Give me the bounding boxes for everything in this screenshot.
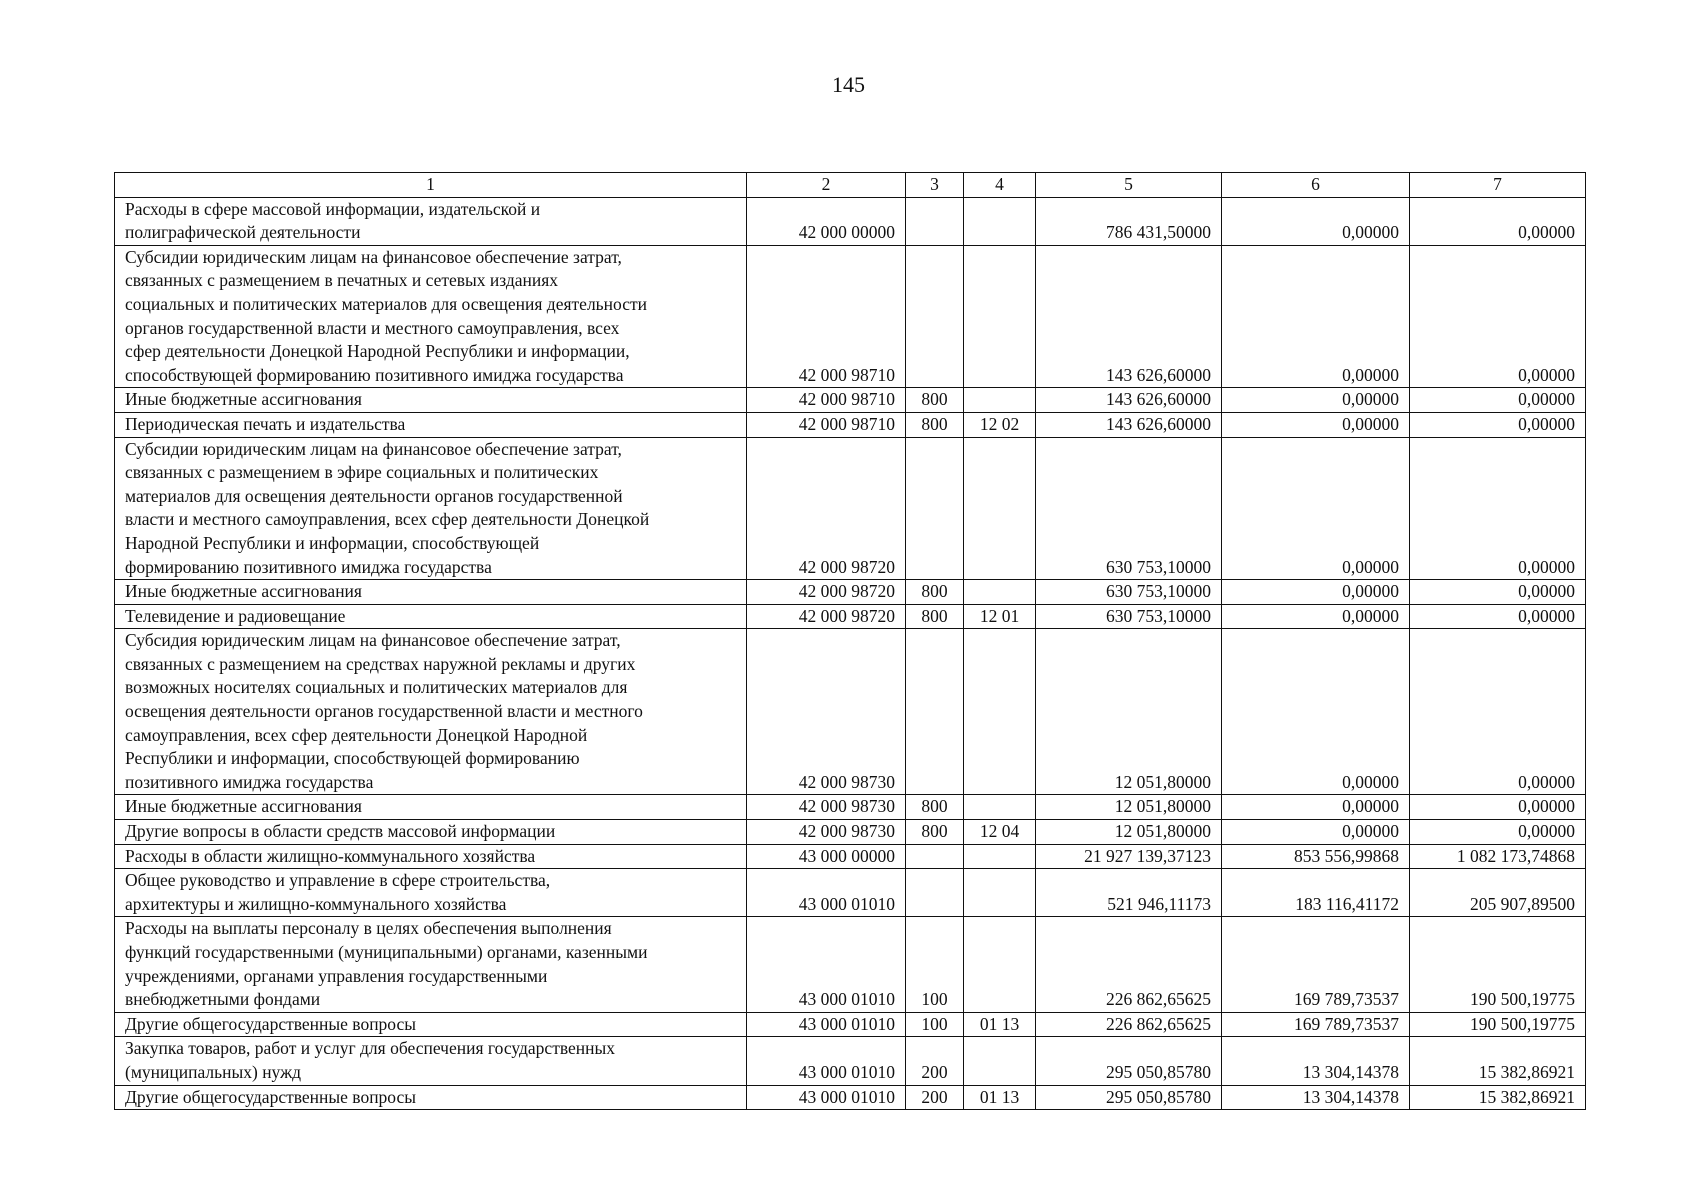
amount-col7: 205 907,89500 [1410,869,1586,917]
amount-col6: 0,00000 [1222,629,1410,795]
amount-col7: 0,00000 [1410,820,1586,845]
row-description [115,245,747,388]
amount-col6: 0,00000 [1222,795,1410,820]
expense-type-code: 200 [906,1037,964,1085]
column-header: 2 [747,173,906,198]
table-row [115,580,1586,605]
table-row [115,437,1586,580]
budget-classification-code: 42 000 98730 [747,629,906,795]
amount-col6: 13 304,14378 [1222,1085,1410,1110]
section-subsection-code: 12 04 [964,820,1036,845]
amount-col7: 0,00000 [1410,245,1586,388]
column-header: 1 [115,173,747,198]
section-subsection-code [964,197,1036,245]
description-line: Телевидение и радиовещание [125,605,346,626]
table-row [115,869,1586,917]
table-row [115,820,1586,845]
amount-col7: 0,00000 [1410,197,1586,245]
amount-col6: 169 789,73537 [1222,917,1410,1012]
section-subsection-code [964,795,1036,820]
description-line: Расходы в области жилищно-коммунального хозяйства [125,845,536,866]
description-line: Иные бюджетные ассигнования [125,389,362,410]
description-line: сфер деятельности Донецкой Народной Республики и информации, [125,341,630,362]
row-description [115,604,747,629]
budget-classification-code: 42 000 98730 [747,795,906,820]
description-line: учреждениями, органами управления государственными [125,965,548,986]
description-line: функций государственными (муниципальными) органами, казенными [125,942,648,962]
amount-col5: 521 946,11173 [1036,869,1222,917]
expense-type-code [906,245,964,388]
expense-type-code [906,197,964,245]
amount-col6: 0,00000 [1222,388,1410,413]
description-line: (муниципальных) нужд [125,1061,302,1082]
amount-col5: 143 626,60000 [1036,412,1222,437]
amount-col6: 0,00000 [1222,437,1410,580]
amount-col6: 183 116,41172 [1222,869,1410,917]
amount-col7: 0,00000 [1410,388,1586,413]
description-line: самоуправления, всех сфер деятельности Донецкой Народной [125,724,588,745]
description-line: формированию позитивного имиджа государства [125,556,492,577]
section-subsection-code [964,437,1036,580]
section-subsection-code: 01 13 [964,1012,1036,1037]
table-header-row [115,173,1586,198]
description-line: связанных с размещением в эфире социальных и политических [125,462,599,483]
section-subsection-code [964,629,1036,795]
description-line: полиграфической деятельности [125,222,361,243]
amount-col5: 143 626,60000 [1036,388,1222,413]
expense-type-code: 800 [906,580,964,605]
amount-col6: 13 304,14378 [1222,1037,1410,1085]
budget-table [114,172,1586,1110]
budget-classification-code: 42 000 00000 [747,197,906,245]
budget-classification-code: 43 000 01010 [747,1085,906,1110]
row-description [115,437,747,580]
amount-col6: 0,00000 [1222,245,1410,388]
amount-col5: 295 050,85780 [1036,1085,1222,1110]
section-subsection-code [964,1037,1036,1085]
table-row [115,795,1586,820]
column-header: 3 [906,173,964,198]
section-subsection-code: 12 01 [964,604,1036,629]
expense-type-code [906,437,964,580]
amount-col5: 786 431,50000 [1036,197,1222,245]
table-row [115,1085,1586,1110]
section-subsection-code [964,388,1036,413]
expense-type-code [906,869,964,917]
budget-classification-code: 43 000 01010 [747,869,906,917]
row-description [115,580,747,605]
table-row [115,1037,1586,1085]
expense-type-code: 800 [906,795,964,820]
column-header: 5 [1036,173,1222,198]
description-line: Периодическая печать и издательства [125,413,406,434]
description-line: возможных носителях социальных и политических материалов для [125,677,628,698]
row-description [115,1037,747,1085]
row-description [115,629,747,795]
description-line: Народной Республики и информации, способствующей [125,532,540,553]
amount-col5: 630 753,10000 [1036,604,1222,629]
budget-classification-code: 42 000 98710 [747,388,906,413]
description-line: Иные бюджетные ассигнования [125,796,362,817]
table-row [115,844,1586,869]
column-header: 7 [1410,173,1586,198]
amount-col5: 226 862,65625 [1036,917,1222,1012]
budget-classification-code: 43 000 01010 [747,1037,906,1085]
row-description [115,820,747,845]
table-row [115,197,1586,245]
row-description [115,197,747,245]
expense-type-code: 100 [906,1012,964,1037]
amount-col7: 0,00000 [1410,604,1586,629]
budget-classification-code: 42 000 98710 [747,245,906,388]
description-line: Республики и информации, способствующей формированию [125,748,580,769]
description-line: Субсидия юридическим лицам на финансовое обеспечение затрат, [125,630,621,651]
section-subsection-code [964,245,1036,388]
section-subsection-code: 12 02 [964,412,1036,437]
page-number: 145 [832,72,865,97]
description-line: власти и местного самоуправления, всех сфер деятельности Донецкой [125,509,650,530]
table-row [115,1012,1586,1037]
description-line: архитектуры и жилищно-коммунального хозяйства [125,893,507,914]
amount-col5: 630 753,10000 [1036,580,1222,605]
section-subsection-code [964,844,1036,869]
amount-col7: 0,00000 [1410,412,1586,437]
row-description [115,917,747,1012]
column-header: 4 [964,173,1036,198]
amount-col6: 0,00000 [1222,604,1410,629]
amount-col6: 853 556,99868 [1222,844,1410,869]
expense-type-code: 800 [906,388,964,413]
budget-classification-code: 42 000 98730 [747,820,906,845]
row-description [115,1012,747,1037]
description-line: материалов для освещения деятельности органов государственной [125,485,623,506]
row-description [115,412,747,437]
section-subsection-code [964,580,1036,605]
row-description [115,844,747,869]
amount-col7: 0,00000 [1410,437,1586,580]
amount-col7: 0,00000 [1410,795,1586,820]
amount-col5: 630 753,10000 [1036,437,1222,580]
amount-col5: 226 862,65625 [1036,1012,1222,1037]
amount-col7: 0,00000 [1410,580,1586,605]
description-line: Закупка товаров, работ и услуг для обеспечения государственных [125,1038,616,1059]
description-line: связанных с размещением на средствах наружной рекламы и других [125,653,636,674]
amount-col6: 0,00000 [1222,197,1410,245]
table-row [115,245,1586,388]
amount-col6: 0,00000 [1222,580,1410,605]
amount-col5: 21 927 139,37123 [1036,844,1222,869]
section-subsection-code [964,917,1036,1012]
budget-classification-code: 43 000 01010 [747,917,906,1012]
amount-col7: 190 500,19775 [1410,917,1586,1012]
row-description [115,388,747,413]
description-line: Другие вопросы в области средств массовой информации [125,821,556,842]
description-line: внебюджетными фондами [125,989,321,1010]
row-description [115,795,747,820]
budget-classification-code: 42 000 98710 [747,412,906,437]
budget-classification-code: 42 000 98720 [747,604,906,629]
expense-type-code: 800 [906,412,964,437]
budget-classification-code: 42 000 98720 [747,580,906,605]
expense-type-code: 800 [906,820,964,845]
description-line: позитивного имиджа государства [125,771,374,792]
amount-col5: 12 051,80000 [1036,795,1222,820]
section-subsection-code [964,869,1036,917]
amount-col6: 0,00000 [1222,820,1410,845]
amount-col7: 15 382,86921 [1410,1037,1586,1085]
amount-col6: 0,00000 [1222,412,1410,437]
description-line: Общее руководство и управление в сфере строительства, [125,870,551,891]
budget-classification-code: 43 000 01010 [747,1012,906,1037]
description-line: Субсидии юридическим лицам на финансовое обеспечение затрат, [125,246,622,267]
amount-col7: 1 082 173,74868 [1410,844,1586,869]
amount-col5: 143 626,60000 [1036,245,1222,388]
row-description [115,1085,747,1110]
amount-col7: 0,00000 [1410,629,1586,795]
table-row [115,917,1586,1012]
description-line: Другие общегосударственные вопросы [125,1013,417,1034]
amount-col5: 12 051,80000 [1036,820,1222,845]
expense-type-code [906,629,964,795]
amount-col5: 295 050,85780 [1036,1037,1222,1085]
description-line: Субсидии юридическим лицам на финансовое обеспечение затрат, [125,438,622,459]
expense-type-code: 200 [906,1085,964,1110]
expense-type-code: 800 [906,604,964,629]
section-subsection-code: 01 13 [964,1085,1036,1110]
expense-type-code [906,844,964,869]
amount-col7: 15 382,86921 [1410,1085,1586,1110]
budget-classification-code: 42 000 98720 [747,437,906,580]
amount-col7: 190 500,19775 [1410,1012,1586,1037]
column-header: 6 [1222,173,1410,198]
description-line: социальных и политических материалов для освещения деятельности [125,293,647,314]
amount-col5: 12 051,80000 [1036,629,1222,795]
amount-col6: 169 789,73537 [1222,1012,1410,1037]
description-line: Другие общегосударственные вопросы [125,1086,417,1107]
table-row [115,629,1586,795]
budget-classification-code: 43 000 00000 [747,844,906,869]
expense-type-code: 100 [906,917,964,1012]
description-line: связанных с размещением в печатных и сетевых изданиях [125,270,559,291]
row-description [115,869,747,917]
table-row [115,604,1586,629]
description-line: Расходы на выплаты персоналу в целях обеспечения выполнения [125,918,612,939]
table-row [115,388,1586,413]
description-line: способствующей формированию позитивного имиджа государства [125,364,624,385]
description-line: освещения деятельности органов государственной власти и местного [125,701,643,722]
table-row [115,412,1586,437]
description-line: Расходы в сфере массовой информации, издательской и [125,198,541,219]
description-line: органов государственной власти и местного самоуправления, всех [125,317,620,338]
description-line: Иные бюджетные ассигнования [125,581,362,602]
